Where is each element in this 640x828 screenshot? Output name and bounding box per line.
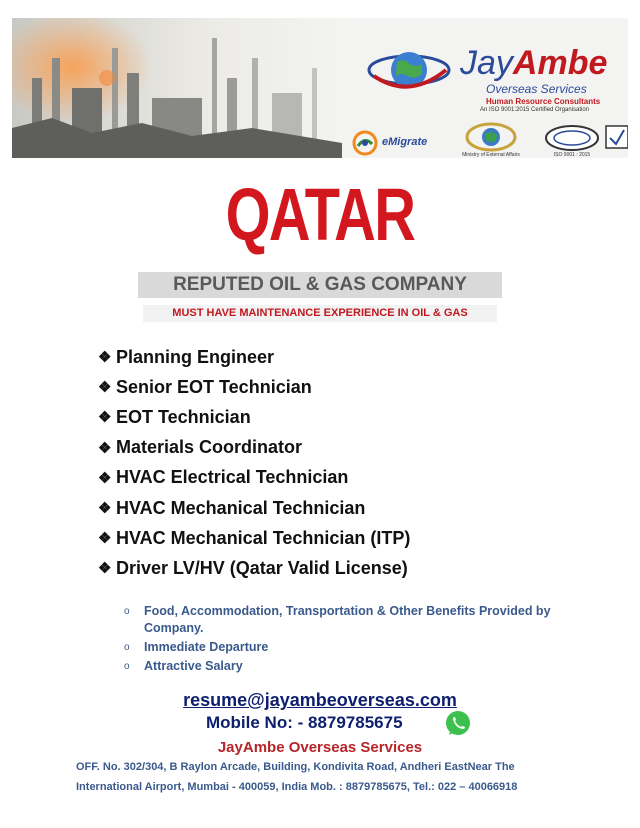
mea-label: Ministry of External Affairs: [462, 152, 520, 158]
job-list: [98, 342, 410, 584]
brand-name: JayAmbe: [460, 44, 608, 82]
list-item: ❖ Planning Engineer: [98, 346, 275, 367]
emigrate-logo-icon: [350, 128, 380, 158]
iso-label: ISO 9001 : 2015: [553, 152, 591, 158]
list-item: o Attractive Salary: [124, 659, 243, 673]
emigrate-text: eMigrate: [382, 136, 428, 148]
circle-bullet-icon: o: [124, 642, 130, 653]
diamond-bullet-icon: ❖: [98, 469, 112, 487]
mobile-number: Mobile No: - 8879785675: [206, 713, 403, 732]
email-link[interactable]: resume@jayambeoverseas.com: [183, 690, 457, 710]
diamond-bullet-icon: ❖: [98, 349, 112, 367]
company-logo: [364, 40, 624, 120]
company-name: JayAmbe Overseas Services: [217, 739, 423, 756]
company-type-text: REPUTED OIL & GAS COMPANY: [173, 274, 467, 295]
brand-iso-text: An ISO 9001:2015 Certified Organisation: [480, 107, 590, 113]
list-item: ❖ EOT Technician: [98, 406, 251, 427]
iso-badge-icon: [542, 124, 628, 152]
mea-emblem-icon: [456, 122, 526, 152]
diamond-bullet-icon: ❖: [98, 500, 112, 518]
mea-logo: [456, 122, 526, 158]
diamond-bullet-icon: ❖: [98, 560, 112, 578]
list-item: ❖ HVAC Mechanical Technician (ITP): [98, 527, 411, 548]
list-item: o Immediate Departure: [124, 640, 269, 654]
list-item: ❖ Driver LV/HV (Qatar Valid License): [98, 557, 408, 578]
brand-tagline: Human Resource Consultants: [486, 97, 601, 106]
emigrate-logo: [350, 126, 450, 158]
circle-bullet-icon: o: [124, 606, 130, 617]
globe-logo-icon: [364, 40, 454, 100]
diamond-bullet-icon: ❖: [98, 439, 112, 457]
list-item: ❖ Senior EOT Technician: [98, 376, 312, 397]
brand-subtitle: Overseas Services: [486, 82, 587, 96]
list-item: o Food, Accommodation, Transportation & Other Benefits Provided by Company.: [124, 604, 551, 635]
list-item: ❖ HVAC Electrical Technician: [98, 467, 349, 488]
company-type-banner: [138, 272, 502, 298]
diamond-bullet-icon: ❖: [98, 379, 112, 397]
header-banner: [12, 18, 628, 158]
refinery-image: [12, 18, 342, 158]
whatsapp-icon[interactable]: [444, 710, 472, 738]
requirement-text: MUST HAVE MAINTENANCE EXPERIENCE IN OIL & GAS: [143, 305, 497, 322]
circle-bullet-icon: o: [124, 661, 130, 672]
diamond-bullet-icon: ❖: [98, 530, 112, 548]
iso-badges: [542, 124, 628, 158]
diamond-bullet-icon: ❖: [98, 409, 112, 427]
list-item: ❖ Materials Coordinator: [98, 437, 303, 458]
list-item: ❖ HVAC Mechanical Technician: [98, 497, 366, 518]
page-title: QATAR: [225, 173, 415, 256]
benefits-list: [124, 603, 564, 677]
office-address: OFF. No. 302/304, B Raylon Arcade, Building, Kondivita Road, Andheri EastNear The International Airport, Mumbai - 400059, India Mob. : 8879785675, Tel.: 022 – 40066918: [76, 761, 518, 793]
